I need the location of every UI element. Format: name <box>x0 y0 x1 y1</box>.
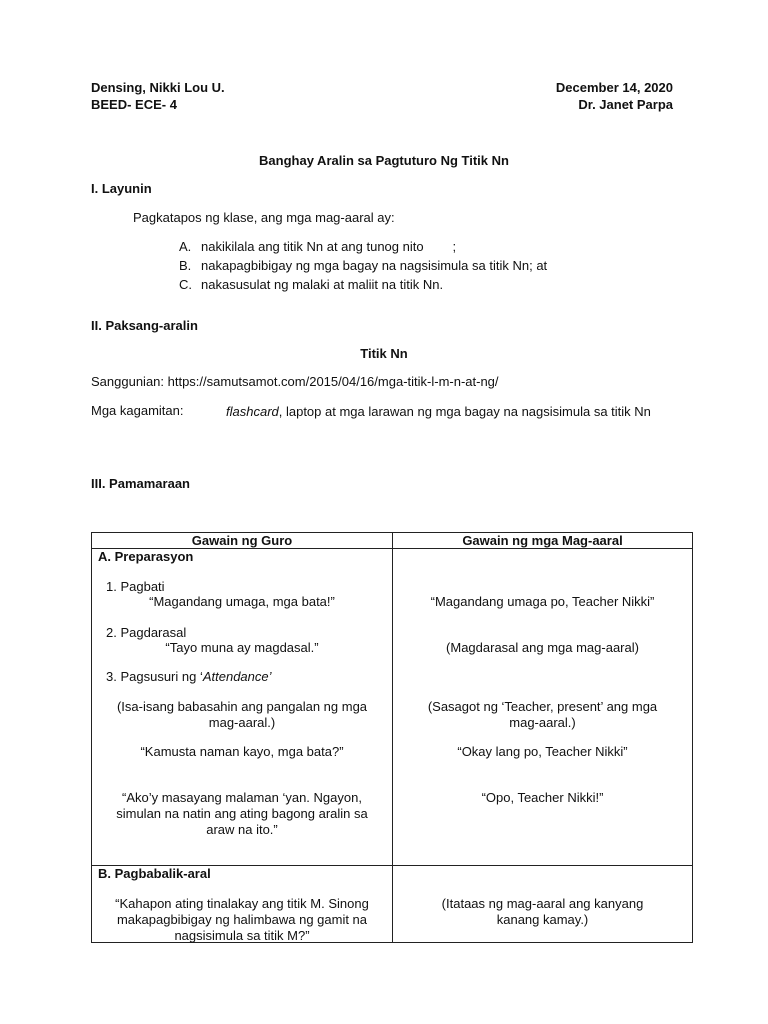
teacher-line: (Isa-isang babasahin ang pangalan ng mga <box>116 699 368 714</box>
student-name: Densing, Nikki Lou U. <box>91 80 225 95</box>
reference-line: Sanggunian: https://samutsamot.com/2015/04/16/mga-titik-l-m-n-at-ng/ <box>91 374 499 389</box>
list-marker: C. <box>179 277 192 292</box>
objectives-list <box>179 237 547 294</box>
teacher-line: makapagbibigay ng halimbawa ng gamit na <box>116 912 368 927</box>
teacher-line: mag-aaral.) <box>208 715 276 730</box>
student-line: mag-aaral.) <box>509 715 576 730</box>
review-teacher-cell <box>92 866 393 943</box>
teacher-line: “Tayo muna ay magdasal.” <box>165 640 319 655</box>
column-header-students: Gawain ng mga Mag-aaral <box>393 533 693 549</box>
student-line: (Sasagot ng ‘Teacher, present’ ang mga <box>427 699 658 714</box>
header-right <box>556 79 673 113</box>
materials-label: Mga kagamitan: <box>91 403 184 418</box>
teacher-line: “Kahapon ating tinalakay ang titik M. Sinong <box>115 896 369 911</box>
list-marker: B. <box>179 258 192 273</box>
teacher-line: “Ako’y masayang malaman ‘yan. Ngayon, <box>122 790 362 805</box>
list-item <box>179 237 547 256</box>
teacher-line: “Kamusta naman kayo, mga bata?” <box>140 744 344 759</box>
student-line: kanang kamay.) <box>496 912 589 927</box>
student-line: “Magandang umaga po, Teacher Nikki” <box>430 594 655 609</box>
step-attendance-italic: Attendance’ <box>202 669 272 684</box>
student-line: (Magdarasal ang mga mag-aaral) <box>446 640 639 655</box>
subject-title: Titik Nn <box>360 346 408 361</box>
materials-value <box>226 403 676 421</box>
table-row <box>92 866 693 943</box>
student-line: “Opo, Teacher Nikki!” <box>481 790 604 805</box>
teacher-line: nagsisimula sa titik M?” <box>174 928 310 943</box>
section-heading-paksa: II. Paksang-aralin <box>91 318 198 333</box>
review-students-cell <box>393 866 693 943</box>
table-row <box>92 549 693 866</box>
materials-italic: flashcard <box>226 404 279 419</box>
layunin-intro: Pagkatapos ng klase, ang mga mag-aaral ay: <box>133 210 395 225</box>
row-label-preparasyon: A. Preparasyon <box>98 549 194 564</box>
materials-rest: , laptop at mga larawan ng mga bagay na nagsisimula sa titik Nn <box>278 404 651 419</box>
list-item-text: nakikilala ang titik Nn at ang tunog nito ; <box>201 239 457 254</box>
document-title: Banghay Aralin sa Pagtuturo Ng Titik Nn <box>259 153 509 168</box>
teacher-line: “Magandang umaga, mga bata!” <box>149 594 335 609</box>
row-label-pagbabalik-aral: B. Pagbabalik-aral <box>98 866 211 881</box>
prep-teacher-cell <box>92 549 393 866</box>
prep-students-cell <box>393 549 693 866</box>
header-left <box>91 79 225 113</box>
teacher-line: araw na ito.” <box>206 822 278 837</box>
document-date: December 14, 2020 <box>555 80 673 95</box>
instructor-name: Dr. Janet Parpa <box>578 97 673 112</box>
list-item <box>179 275 547 294</box>
course-code: BEED- ECE- 4 <box>91 97 177 112</box>
step-attendance <box>106 669 272 685</box>
step-pagdarasal: 2. Pagdarasal <box>106 625 187 640</box>
list-item-text: nakapagbibigay ng mga bagay na nagsisimula sa titik Nn; at <box>201 258 548 273</box>
list-marker: A. <box>179 239 192 254</box>
section-heading-layunin: I. Layunin <box>91 181 152 196</box>
student-line: “Okay lang po, Teacher Nikki” <box>457 744 628 759</box>
column-header-teacher: Gawain ng Guro <box>92 533 393 549</box>
table-header-row <box>92 533 693 549</box>
lesson-table <box>91 532 693 943</box>
section-heading-pamamaraan: III. Pamamaraan <box>91 476 190 491</box>
list-item <box>179 256 547 275</box>
teacher-line: simulan na natin ang ating bagong aralin sa <box>116 806 368 821</box>
step-attendance-prefix: 3. Pagsusuri ng ‘ <box>106 669 203 684</box>
list-item-text: nakasusulat ng malaki at maliit na titik Nn. <box>201 277 444 292</box>
step-pagbati: 1. Pagbati <box>106 579 165 594</box>
student-line: (Itataas ng mag-aaral ang kanyang <box>441 896 644 911</box>
